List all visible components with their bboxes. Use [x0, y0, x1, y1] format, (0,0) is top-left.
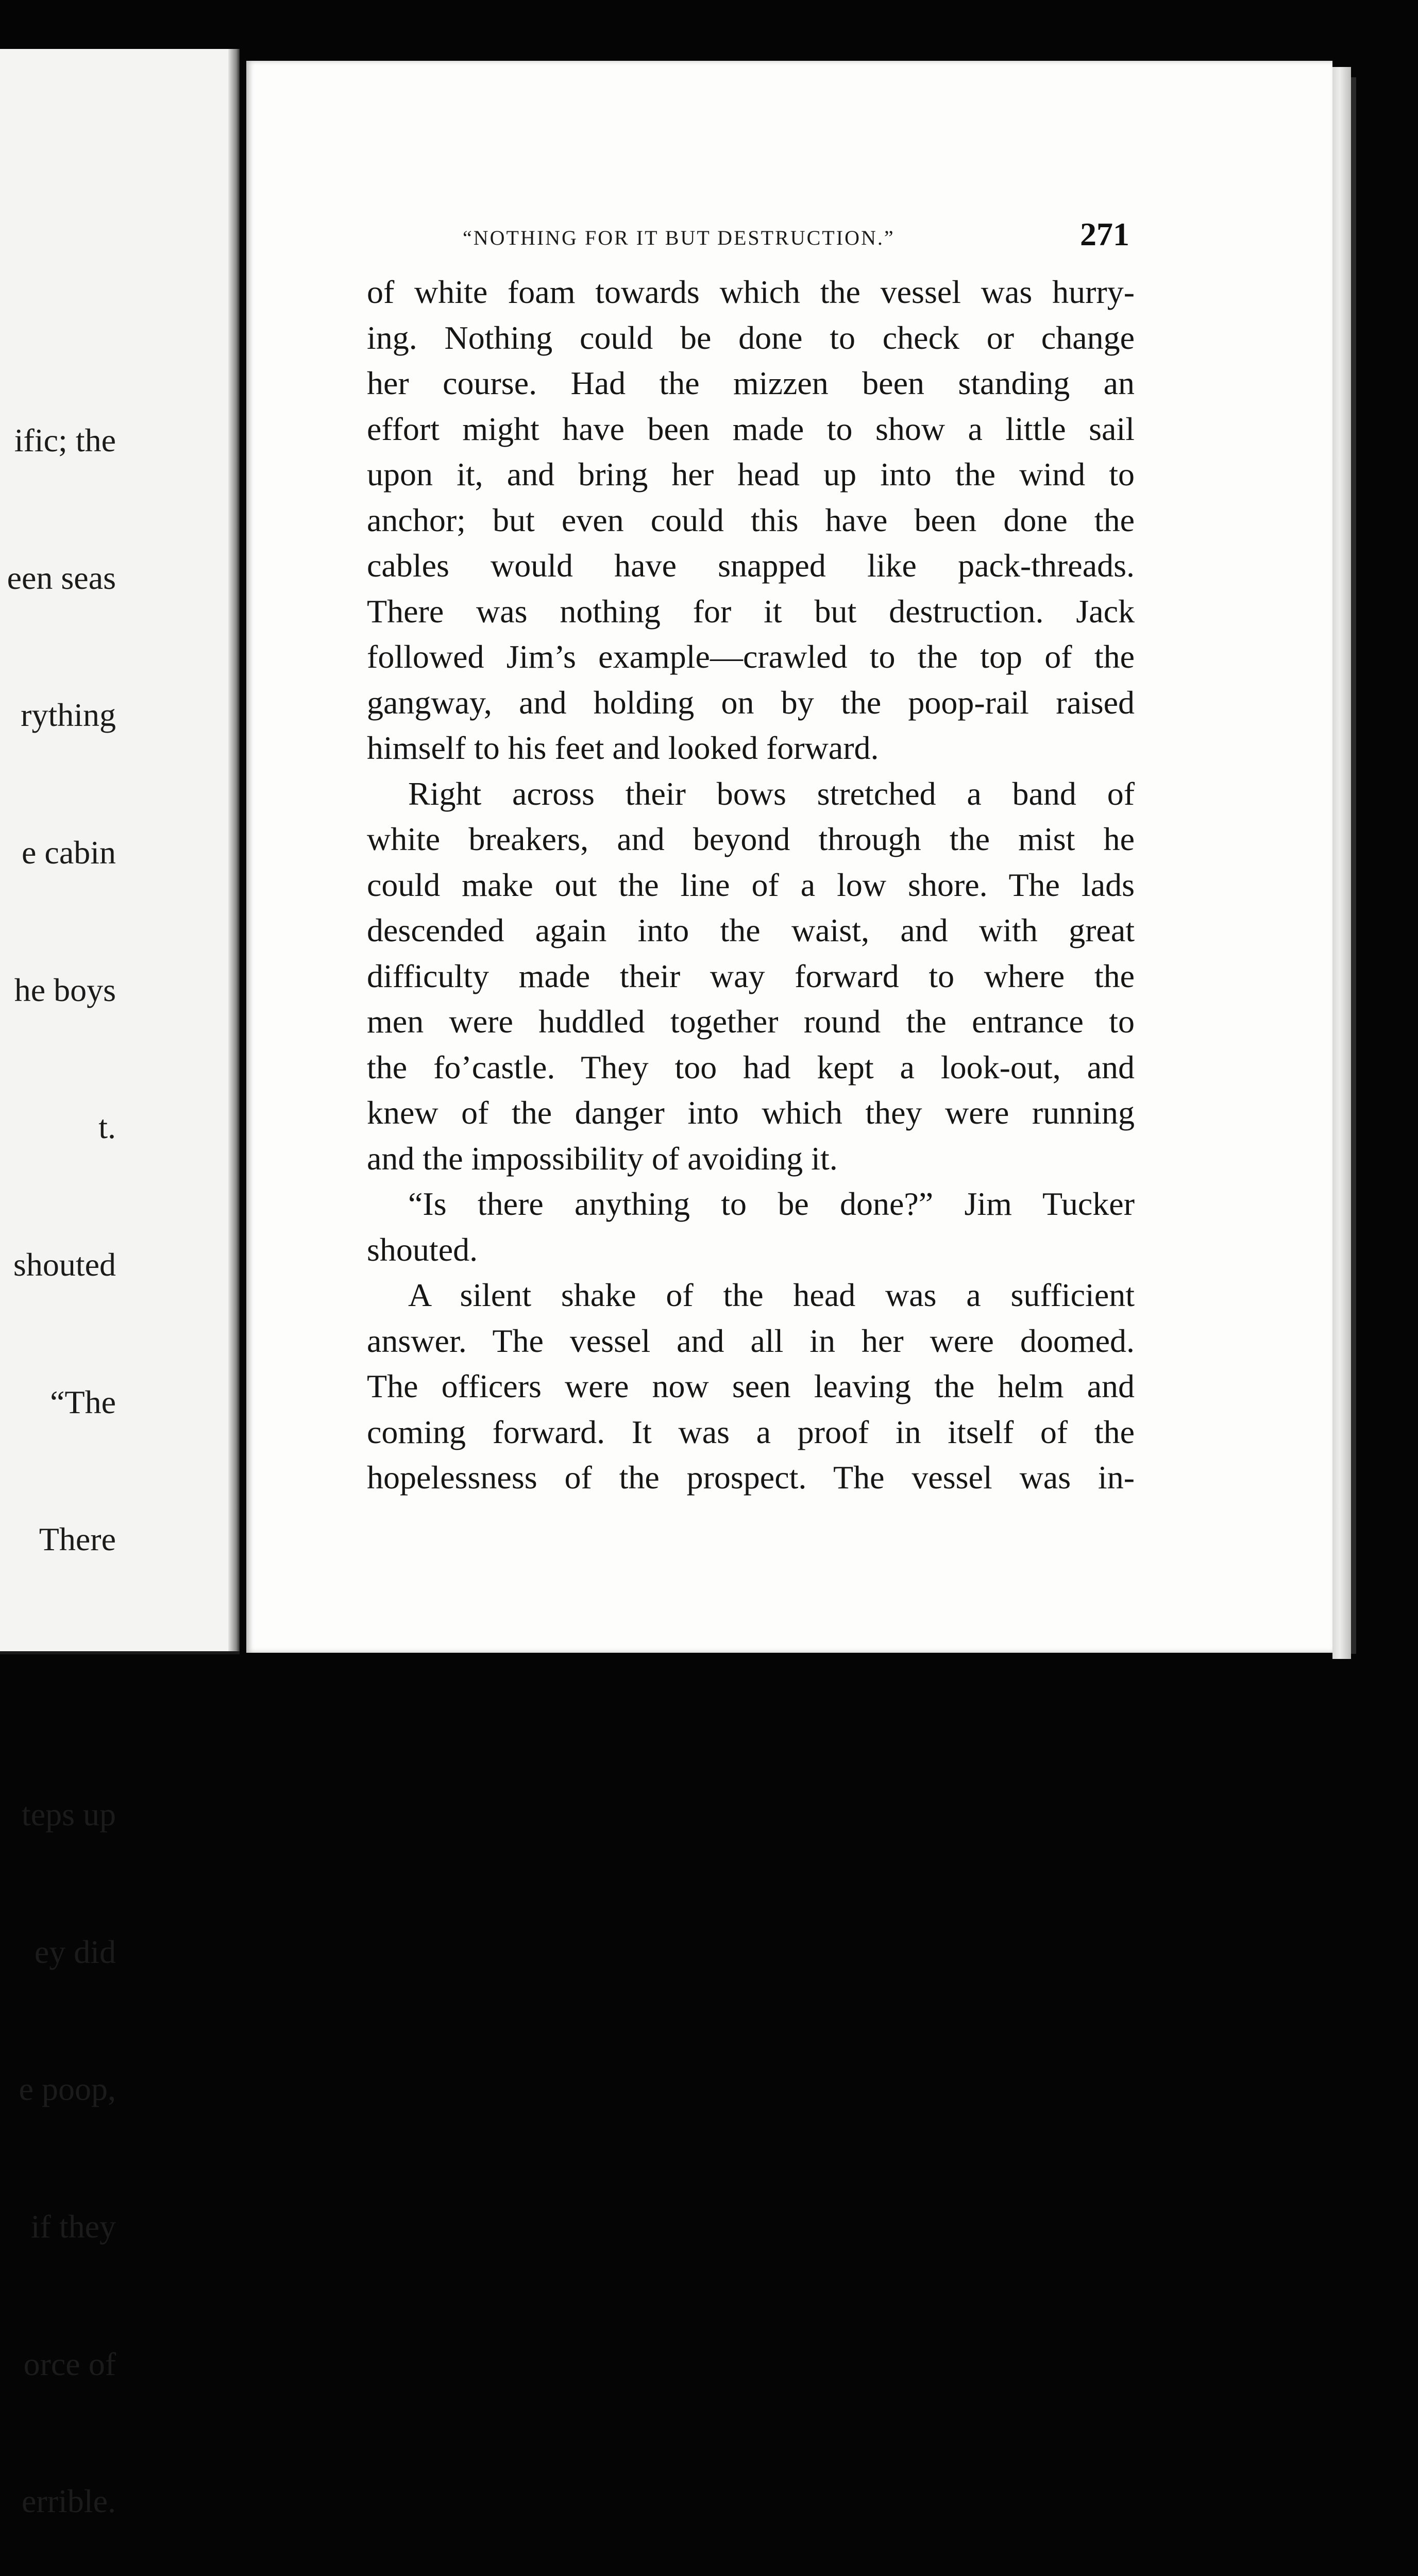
text-line: hopelessness of the prospect. The vessel was in-: [367, 1459, 1135, 1496]
left-line: t.: [98, 1109, 116, 1146]
text-line: men were huddled together round the entrance to: [367, 1003, 1135, 1040]
text-line: followed Jim’s example—crawled to the top of the: [367, 638, 1135, 675]
text-line: difficulty made their way forward to where the: [367, 957, 1135, 994]
text-line: upon it, and bring her head up into the wind to: [367, 456, 1135, 493]
text-line: and the impossibility of avoiding it.: [367, 1140, 838, 1177]
text-line: knew of the danger into which they were running: [367, 1094, 1135, 1131]
left-line: e poop,: [19, 2071, 116, 2108]
page-edge: [1332, 67, 1351, 1659]
left-line: e cabin: [22, 834, 116, 871]
text-line: the fo’castle. They too had kept a look-out, and: [367, 1048, 1135, 1086]
text-line: her course. Had the mizzen been standing an: [367, 365, 1135, 401]
left-line: ey did: [34, 1933, 116, 1970]
text-line: descended again into the waist, and with great: [367, 912, 1135, 948]
text-line: A silent shake of the head was a sufficient: [408, 1277, 1135, 1313]
left-line: “The: [50, 1383, 116, 1420]
text-line: effort might have been made to show a little sail: [367, 410, 1135, 447]
left-line: There: [39, 1521, 116, 1558]
left-line: shouted: [13, 1246, 116, 1283]
text-line: gangway, and holding on by the poop-rail raised: [367, 684, 1135, 721]
text-line: The officers were now seen leaving the helm and: [367, 1368, 1135, 1404]
text-line: There was nothing for it but destruction. Jack: [367, 592, 1135, 630]
running-header: [246, 215, 1332, 262]
text-line: anchor; but even could this have been done the: [367, 501, 1135, 538]
left-line: een seas: [7, 559, 116, 596]
text-line: answer. The vessel and all in her were doomed.: [367, 1322, 1135, 1359]
text-line: coming forward. It was a proof in itself of the: [367, 1413, 1135, 1450]
left-line: ific; the: [14, 421, 116, 459]
page-edge-shadow: [1351, 77, 1356, 1654]
left-page-text: [0, 326, 116, 2576]
page-number: 271: [1080, 216, 1129, 252]
text-line: Right across their bows stretched a band of: [408, 775, 1135, 812]
text-line: could make out the line of a low shore. The lads: [367, 866, 1135, 903]
text-line: cables would have snapped like pack-threads.: [367, 547, 1135, 584]
text-line: of white foam towards which the vessel was hurry-: [367, 274, 1135, 310]
text-line: himself to his feet and looked forward.: [367, 730, 879, 766]
text-line: shouted.: [367, 1231, 478, 1268]
right-page: [246, 61, 1332, 1653]
left-line: orce of: [23, 2345, 116, 2382]
text-line: “Is there anything to be done?” Jim Tucker: [408, 1185, 1135, 1222]
running-title: “NOTHING FOR IT BUT DESTRUCTION.”: [463, 226, 895, 249]
left-line: errible.: [22, 2483, 116, 2520]
body-text: [367, 269, 1135, 1501]
text-line: ing. Nothing could be done to check or change: [367, 319, 1135, 356]
page-gutter: [228, 49, 240, 1651]
left-line: he boys: [14, 971, 116, 1008]
left-line: rything: [21, 697, 116, 734]
left-line: if they: [30, 2208, 116, 2245]
left-page: [0, 49, 240, 2520]
left-line: [0, 1654, 116, 1700]
text-line: white breakers, and beyond through the mist he: [367, 821, 1135, 857]
left-line: teps up: [21, 1795, 116, 1833]
